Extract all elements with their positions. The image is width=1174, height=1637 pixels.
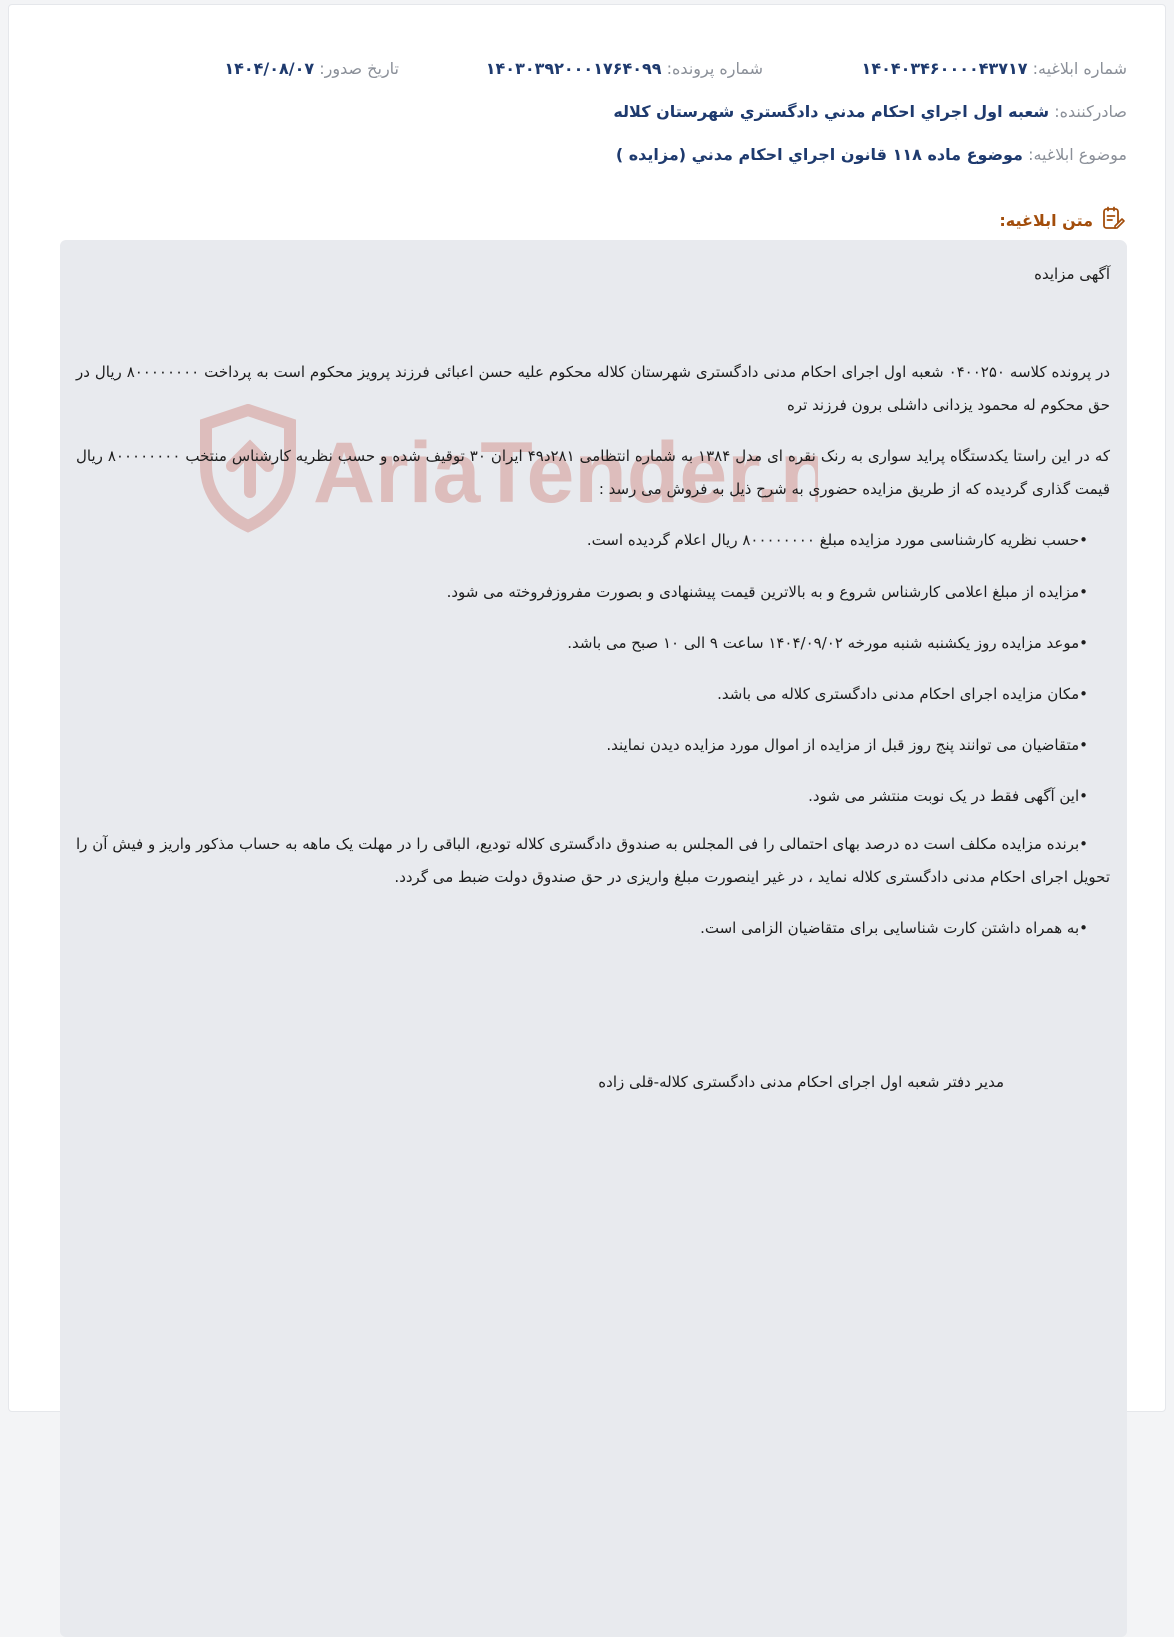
bullet-7: •برنده مزایده مکلف است ده درصد بهای احتمالی را فی المجلس به صندوق دادگستری کلاله تودیع، الباقی را در مهلت یک ماهه به حساب مذکور واریز و فیش آن را تحویل اجرای احکام مدنی دادگستری کلاله نماید ، در غیر اینصورت مبلغ واریزی در حق صندوق دولت ضبط می گردد. (76, 835, 1110, 886)
issuer-value: شعبه اول اجراي احكام مدني دادگستري شهرستان كلاله (613, 102, 1050, 121)
notice-text-heading (999, 205, 1125, 235)
notice-heading: آگهی مزایده (1034, 265, 1110, 283)
issue-date-value: ۱۴۰۴/۰۸/۰۷ (224, 59, 315, 78)
notice-number-value: ۱۴۰۴۰۳۴۶۰۰۰۰۴۳۷۱۷ (861, 59, 1028, 78)
paragraph-1: در پرونده کلاسه ۰۴۰۰۲۵۰ شعبه اول اجرای احکام مدنی دادگستری شهرستان کلاله محکوم علیه حسن اعبائی فرزند پرویز محکوم است به پرداخت ۸۰۰۰۰۰۰۰۰ ریال در حق محکوم له محمود یزدانی داشلی برون فرزند تره (76, 363, 1110, 414)
watermark-text: AriaTender.n (313, 425, 818, 521)
issuer-label: صادرکننده: (1054, 102, 1127, 121)
issuer-row (613, 102, 1127, 121)
subject-value: موضوع ماده ۱۱۸ قانون اجراي احكام مدني (مزايده ) (615, 145, 1023, 164)
issue-date-row (224, 59, 399, 78)
bullet-1: •حسب نظریه کارشناسی مورد مزایده مبلغ ۸۰۰۰۰۰۰۰۰ ریال اعلام گردیده است. (586, 531, 1088, 549)
case-number-label: شماره پرونده: (666, 59, 763, 78)
document-edit-icon (1101, 205, 1125, 235)
bullet-4: •مکان مزایده اجرای احکام مدنی دادگستری کلاله می باشد. (717, 685, 1088, 703)
subject-label: موضوع ابلاغیه: (1028, 145, 1127, 164)
notice-number-row (862, 59, 1127, 78)
bullet-3: •موعد مزایده روز یکشنبه شنبه مورخه ۱۴۰۴/۰۹/۰۲ ساعت ۹ الی ۱۰ صبح می باشد. (567, 634, 1088, 652)
notice-number-label: شماره ابلاغیه: (1032, 59, 1127, 78)
section-title: متن ابلاغیه: (999, 210, 1093, 230)
case-number-row (486, 59, 763, 78)
bullet-5: •متقاضیان می توانند پنج روز قبل از مزایده از اموال مورد مزایده دیدن نمایند. (606, 736, 1088, 754)
signature: مدیر دفتر شعبه اول اجرای احکام مدنی دادگستری کلاله-قلی زاده (598, 1073, 1004, 1091)
bullet-8: •به همراه داشتن کارت شناسایی برای متقاضیان الزامی است. (700, 919, 1088, 937)
notice-text-content (60, 240, 1126, 1240)
subject-row (616, 145, 1127, 164)
issue-date-label: تاریخ صدور: (319, 59, 399, 78)
case-number-value: ۱۴۰۳۰۳۹۲۰۰۰۱۷۶۴۰۹۹ (485, 59, 662, 78)
bullet-2: •مزایده از مبلغ اعلامی کارشناس شروع و به بالاترین قیمت پیشنهادی و بصورت مفروزفروخته می شود. (446, 583, 1088, 601)
bullet-6: •این آگهی فقط در یک نوبت منتشر می شود. (808, 787, 1088, 805)
paragraph-2: که در این راستا یکدستگاه پراید سواری به رنک نقره ای مدل ۱۳۸۴ به شماره انتظامی ۲۸۱د۴۹ ایران ۳۰ توقیف شده و حسب نظریه کارشناس منتخب ۸۰۰۰۰۰۰۰۰ ریال قیمت گذاری گردیده که از طریق مزایده حضوری به شرح ذیل به فروش می رسد : (76, 447, 1111, 498)
